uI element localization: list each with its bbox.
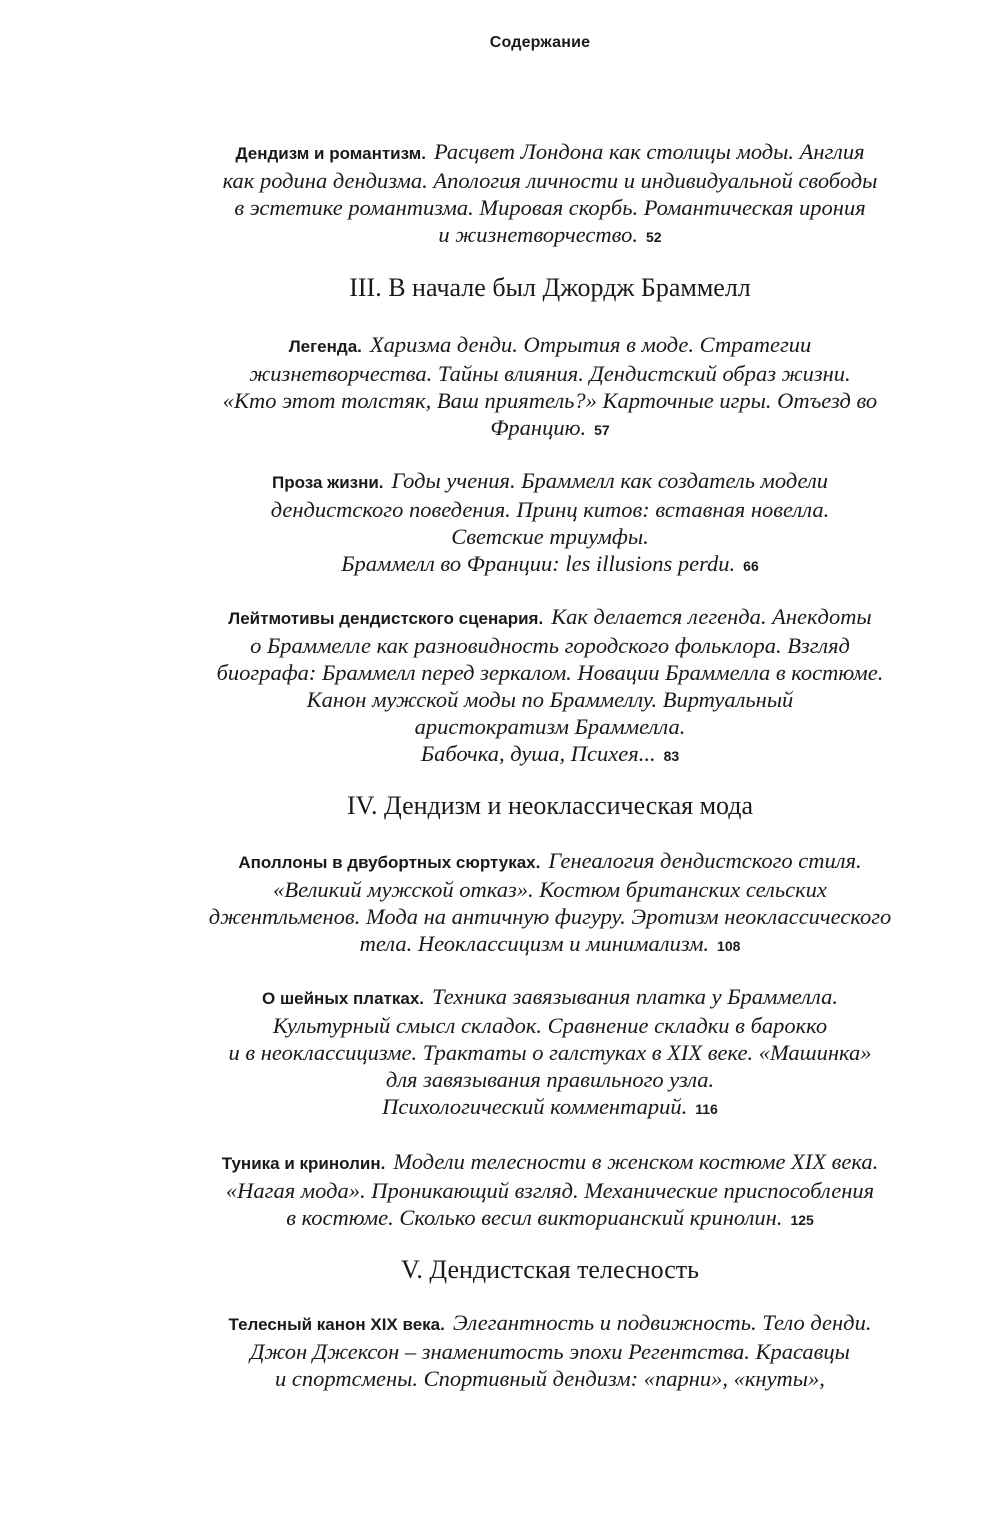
toc-entry-line: «Великий мужской отказ». Костюм британских сельских	[273, 877, 827, 902]
toc-page-number: 66	[743, 558, 759, 574]
toc-entry-line: о Браммелле как разновидность городского фольклора. Взгляд	[250, 633, 850, 658]
toc-entry-title: Туника и кринолин.	[221, 1154, 386, 1173]
toc-entry-title: О шейных платках.	[262, 989, 425, 1008]
toc-page-number: 125	[790, 1212, 814, 1228]
toc-entry-line: Канон мужской моды по Браммеллу. Виртуальный	[306, 687, 794, 712]
toc-entry-line: Туника и кринолин. Модели телесности в женском костюме XIX века.	[221, 1149, 879, 1174]
toc-entry-line: и в неоклассицизме. Трактаты о галстуках в XIX веке. «Машинка»	[228, 1040, 872, 1065]
toc-entry-line: Светские триумфы.	[451, 524, 649, 549]
toc-entry-line: Аполлоны в двубортных сюртуках. Генеалогия дендистского стиля.	[238, 848, 862, 873]
toc-entry-title: Проза жизни.	[271, 473, 384, 492]
toc-entry-line: в костюме. Сколько весил викторианский кринолин. 125	[286, 1205, 814, 1230]
toc-entry-line: для завязывания правильного узла.	[385, 1067, 715, 1092]
running-head: Содержание	[489, 34, 591, 51]
toc-entry-line: Легенда. Харизма денди. Отрытия в моде. Стратегии	[288, 332, 812, 357]
chapter-heading-v: V. Дендистская телесность	[401, 1255, 699, 1284]
toc-entry-line: дендистского поведения. Принц китов: вставная новелла.	[270, 497, 830, 522]
toc-entry-line: Проза жизни. Годы учения. Браммелл как создатель модели	[271, 468, 829, 493]
toc-entry-line: и жизнетворчество. 52	[438, 222, 662, 247]
toc-entry-line: Браммелл во Франции: les illusions perdu. 66	[341, 551, 759, 576]
toc-entry-apollos[interactable]	[130, 847, 970, 960]
toc-entry-title: Лейтмотивы дендистского сценария.	[228, 609, 544, 628]
toc-entry-legend[interactable]	[130, 331, 970, 444]
toc-entry-line: жизнетворчества. Тайны влияния. Дендистский образ жизни.	[249, 361, 851, 386]
toc-entry-title: Телесный канон XIX века.	[228, 1315, 445, 1334]
toc-page-number: 83	[663, 748, 680, 764]
toc-entry-line: в эстетике романтизма. Мировая скорбь. Романтическая ирония	[234, 195, 866, 220]
toc-entry-prose-of-life[interactable]	[130, 467, 970, 580]
toc-entry-line: аристократизм Браммелла.	[414, 714, 686, 739]
toc-page-number: 57	[594, 422, 610, 438]
toc-entry-line: Бабочка, душа, Психея... 83	[420, 741, 680, 766]
toc-entry-title: Легенда.	[288, 337, 362, 356]
toc-entry-line: Телесный канон XIX века. Элегантность и подвижность. Тело денди.	[228, 1310, 872, 1335]
toc-entry-line: «Нагая мода». Проникающий взгляд. Механические приспособления	[225, 1178, 875, 1203]
toc-entry-line: Джон Джексон – знаменитость эпохи Регентства. Красавцы	[250, 1339, 850, 1364]
toc-entry-title: Дендизм и романтизм.	[235, 144, 426, 163]
toc-entry-line: джентльменов. Мода на античную фигуру. Эротизм неоклассического	[208, 904, 892, 929]
toc-page-number: 52	[646, 229, 662, 245]
toc-entry-neckcloths[interactable]	[130, 983, 970, 1123]
toc-entry-line: биографа: Браммелл перед зеркалом. Новации Браммелла в костюме.	[216, 660, 884, 685]
toc-entry-line: тела. Неоклассицизм и минимализм. 108	[359, 931, 741, 956]
chapter-heading-iv: IV. Дендизм и неоклассическая мода	[346, 791, 754, 820]
toc-entry-line: «Кто этот толстяк, Ваш приятель?» Карточные игры. Отъезд во	[222, 388, 878, 413]
toc-entry-line: Культурный смысл складок. Сравнение складки в барокко	[272, 1013, 828, 1038]
toc-entry-line: Дендизм и романтизм. Расцвет Лондона как столицы моды. Англия	[235, 139, 865, 164]
toc-entry-body-canon[interactable]	[130, 1309, 970, 1392]
toc-entry-line: О шейных платках. Техника завязывания платка у Браммелла.	[262, 984, 838, 1009]
toc-entry-line: Психологический комментарий. 116	[382, 1094, 718, 1119]
toc-entry-line: и спортсмены. Спортивный дендизм: «парни», «кнуты»,	[275, 1366, 825, 1391]
toc-page-number: 116	[695, 1101, 718, 1117]
toc-entry-line: Францию. 57	[490, 415, 610, 440]
toc-entry-line: Лейтмотивы дендистского сценария. Как делается легенда. Анекдоты	[228, 604, 872, 629]
toc-entry-tunic-crinoline[interactable]	[130, 1148, 970, 1234]
toc-entry-leitmotifs[interactable]	[130, 603, 970, 770]
toc-page-number: 108	[717, 938, 741, 954]
toc-entry-title: Аполлоны в двубортных сюртуках.	[238, 853, 541, 872]
chapter-heading-iii: III. В начале был Джордж Браммелл	[349, 273, 751, 302]
toc-entry-line: как родина дендизма. Апология личности и индивидуальной свободы	[222, 168, 878, 193]
toc-entry-dandyism-romanticism[interactable]	[130, 138, 970, 251]
